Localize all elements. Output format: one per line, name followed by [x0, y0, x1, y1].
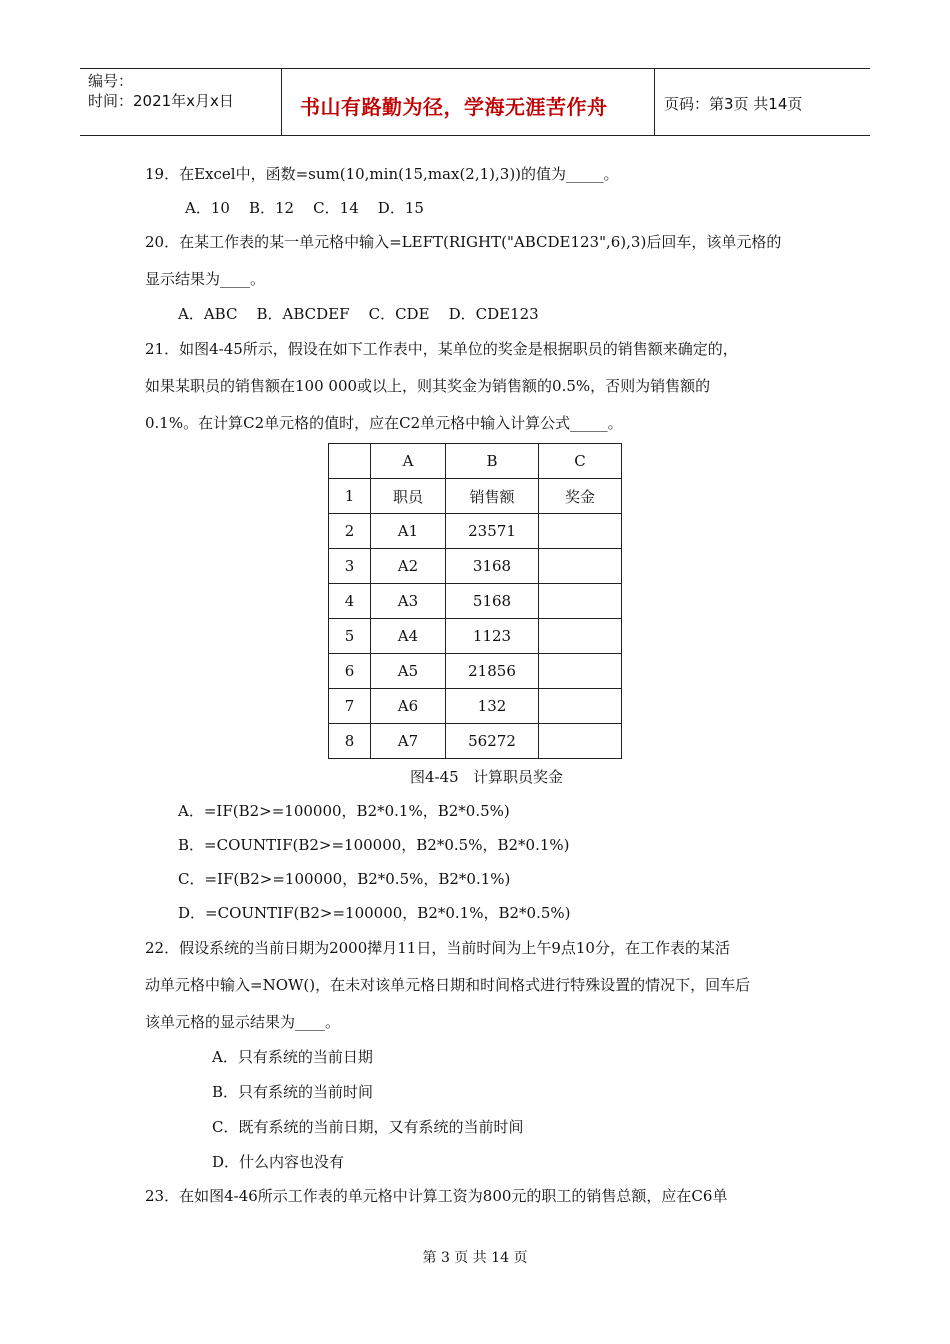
- q20-options: A．ABC B．ABCDEF C．CDE D．CDE123: [178, 305, 539, 323]
- q22-option-b: B．只有系统的当前时间: [212, 1083, 374, 1101]
- table-row: [329, 654, 622, 689]
- header-divider-right: [654, 68, 655, 135]
- table-cell: [539, 514, 622, 549]
- q21-option-b: B．=COUNTIF(B2>=100000，B2*0.5%，B2*0.1%): [178, 836, 570, 854]
- table-cell: [539, 584, 622, 619]
- q21-option-a: A．=IF(B2>=100000，B2*0.1%，B2*0.5%): [178, 802, 510, 820]
- q21-line1: 21．如图4-45所示，假设在如下工作表中，某单位的奖金是根据职员的销售额来确定的，: [145, 340, 738, 358]
- table-cell: A1: [371, 514, 446, 549]
- table-row: [329, 514, 622, 549]
- table-cell: 4: [329, 584, 371, 619]
- q22-line2: 动单元格中输入=NOW()，在未对该单元格日期和时间格式进行特殊设置的情况下，回车后: [145, 976, 751, 994]
- table-header-row: [329, 444, 622, 479]
- q19-options: A．10 B．12 C．14 D．15: [185, 199, 424, 217]
- q22-option-a: A．只有系统的当前日期: [212, 1048, 373, 1066]
- table-row: [329, 584, 622, 619]
- table-cell: 56272: [446, 724, 539, 759]
- table-cell: A4: [371, 619, 446, 654]
- table-cell: [539, 654, 622, 689]
- header-top-rule: [80, 68, 870, 69]
- table-row: [329, 549, 622, 584]
- table-row: [329, 689, 622, 724]
- table-cell: 6: [329, 654, 371, 689]
- q20-line2: 显示结果为____。: [145, 270, 266, 288]
- header-page-label: 页码：第3页 共14页: [664, 95, 803, 113]
- table-cell: [539, 724, 622, 759]
- page-footer: 第 3 页 共 14 页: [422, 1250, 528, 1266]
- header-bottom-rule: [80, 135, 870, 136]
- q21-line2: 如果某职员的销售额在100 000或以上，则其奖金为销售额的0.5%，否则为销售额的: [145, 377, 711, 395]
- table-cell: [539, 689, 622, 724]
- q20-line1: 20．在某工作表的某一单元格中输入=LEFT(RIGHT("ABCDE123",6),3)后回车，该单元格的: [145, 233, 782, 251]
- table-row: [329, 724, 622, 759]
- table-cell: 8: [329, 724, 371, 759]
- q21-line3: 0.1%。在计算C2单元格的值时，应在C2单元格中输入计算公式_____。: [145, 414, 623, 432]
- table-cell: 奖金: [539, 479, 622, 514]
- bonus-table: [328, 443, 622, 759]
- table-cell: 1: [329, 479, 371, 514]
- header-divider-left: [281, 68, 282, 135]
- table-row: [329, 619, 622, 654]
- figure-caption: 图4-45 计算职员奖金: [410, 768, 564, 786]
- table-cell: 7: [329, 689, 371, 724]
- table-cell: A2: [371, 549, 446, 584]
- q19-stem: 19．在Excel中，函数=sum(10,min(15,max(2,1),3))的值为_____。: [145, 165, 619, 183]
- table-cell: 23571: [446, 514, 539, 549]
- q22-line3: 该单元格的显示结果为____。: [145, 1013, 341, 1031]
- table-cell: A7: [371, 724, 446, 759]
- table-cell: A6: [371, 689, 446, 724]
- q21-option-c: C．=IF(B2>=100000，B2*0.5%，B2*0.1%): [178, 870, 511, 888]
- table-cell: 21856: [446, 654, 539, 689]
- q22-line1: 22．假设系统的当前日期为2000撵月11日，当前时间为上午9点10分，在工作表的某活: [145, 939, 730, 957]
- q21-option-d: D．=COUNTIF(B2>=100000，B2*0.1%，B2*0.5%): [178, 904, 571, 922]
- table-cell: [329, 444, 371, 479]
- table-cell: 职员: [371, 479, 446, 514]
- header-motto: 书山有路勤为径，学海无涯苦作舟: [300, 95, 608, 119]
- table-cell: [539, 549, 622, 584]
- table-cell: C: [539, 444, 622, 479]
- table-cell: A3: [371, 584, 446, 619]
- q23-line1: 23．在如图4-46所示工作表的单元格中计算工资为800元的职工的销售总额，应在C6单: [145, 1187, 728, 1205]
- table-cell: [539, 619, 622, 654]
- table-cell: 132: [446, 689, 539, 724]
- table-cell: 销售额: [446, 479, 539, 514]
- header-time-label: 时间：2021年x月x日: [88, 92, 234, 110]
- table-row: [329, 479, 622, 514]
- table-cell: A: [371, 444, 446, 479]
- table-cell: 1123: [446, 619, 539, 654]
- table-cell: A5: [371, 654, 446, 689]
- table-cell: 3: [329, 549, 371, 584]
- table-cell: 2: [329, 514, 371, 549]
- q22-option-c: C．既有系统的当前日期，又有系统的当前时间: [212, 1118, 524, 1136]
- table-cell: B: [446, 444, 539, 479]
- table-cell: 5168: [446, 584, 539, 619]
- q22-option-d: D．什么内容也没有: [212, 1153, 345, 1171]
- table-cell: 3168: [446, 549, 539, 584]
- header-number-label: 编号：: [88, 72, 134, 90]
- table-cell: 5: [329, 619, 371, 654]
